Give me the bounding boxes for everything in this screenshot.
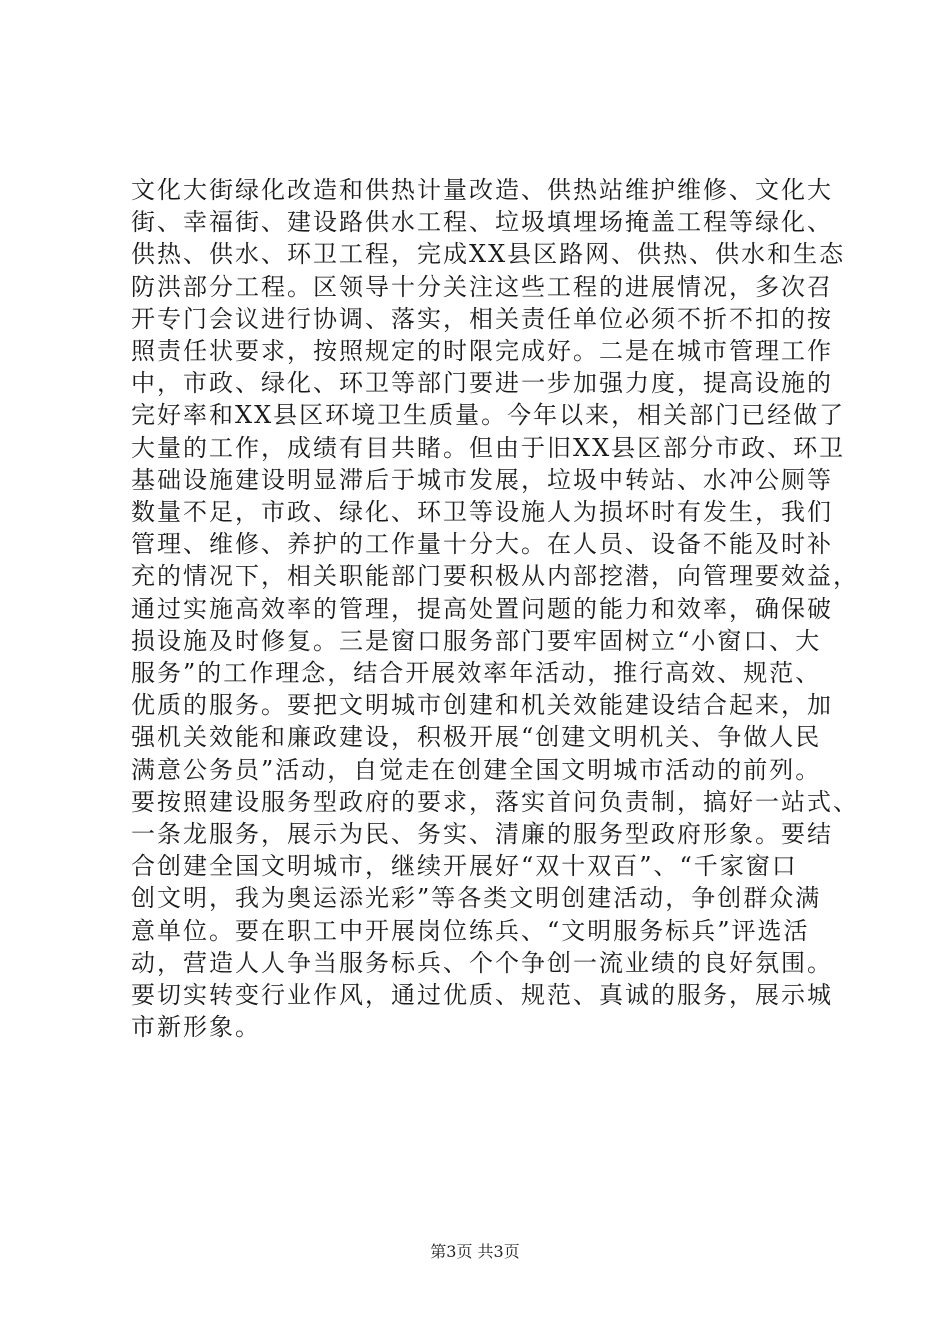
text-line: 数量不足，市政、绿化、环卫等设施人为损坏时有发生，我们	[131, 498, 833, 527]
text-line: 优质的服务。要把文明城市创建和机关效能建设结合起来，加	[131, 691, 833, 720]
text-line: 街、幸福街、建设路供水工程、垃圾填埋场掩盖工程等绿化、	[131, 208, 833, 237]
text-line: 一条龙服务，展示为民、务实、清廉的服务型政府形象。要结	[131, 820, 833, 849]
body-paragraph	[131, 174, 859, 1043]
text-line: 防洪部分工程。区领导十分关注这些工程的进展情况，多次召	[131, 272, 833, 301]
text-line: 动，营造人人争当服务标兵、个个争创一流业绩的良好氛围。	[131, 948, 833, 977]
text-line: 合创建全国文明城市，继续开展好“双十双百”、“千家窗口	[131, 852, 798, 881]
text-line: 满意公务员”活动，自觉走在创建全国文明城市活动的前列。	[131, 755, 822, 784]
text-line: 损设施及时修复。三是窗口服务部门要牢固树立“小窗口、大	[131, 626, 822, 655]
text-line: 要切实转变行业作风，通过优质、规范、真诚的服务，展示城	[131, 981, 833, 1010]
text-line: 通过实施高效率的管理，提高处置问题的能力和效率，确保破	[131, 594, 833, 623]
text-line: 照责任状要求，按照规定的时限完成好。二是在城市管理工作	[131, 337, 833, 366]
text-line: 中，市政、绿化、环卫等部门要进一步加强力度，提高设施的	[131, 369, 833, 398]
text-line: 大量的工作，成绩有目共睹。但由于旧XX县区部分市政、环卫	[131, 433, 846, 462]
text-line: 市新形象。	[131, 1013, 261, 1042]
text-line: 完好率和XX县区环境卫生质量。今年以来，相关部门已经做了	[131, 401, 846, 430]
text-line: 服务”的工作理念，结合开展效率年活动，推行高效、规范、	[131, 659, 822, 688]
text-line: 充的情况下，相关职能部门要积极从内部挖潜，向管理要效益，	[131, 562, 859, 591]
text-line: 文化大街绿化改造和供热计量改造、供热站维护维修、文化大	[131, 176, 833, 204]
text-line: 管理、维修、养护的工作量十分大。在人员、设备不能及时补	[131, 530, 833, 559]
text-line: 创文明，我为奥运添光彩”等各类文明创建活动，争创群众满	[131, 884, 822, 913]
text-line: 强机关效能和廉政建设，积极开展“创建文明机关、争做人民	[131, 723, 822, 752]
text-line: 意单位。要在职工中开展岗位练兵、“文明服务标兵”评选活	[131, 916, 810, 945]
text-line: 基础设施建设明显滞后于城市发展，垃圾中转站、水冲公厕等	[131, 465, 833, 494]
page-footer	[0, 1242, 950, 1262]
text-line: 开专门会议进行协调、落实，相关责任单位必须不折不扣的按	[131, 304, 833, 333]
text-line: 供热、供水、环卫工程，完成XX县区路网、供热、供水和生态	[131, 240, 846, 269]
page-number-label: 第3页 共3页	[430, 1242, 520, 1261]
text-line: 要按照建设服务型政府的要求，落实首问负责制，搞好一站式、	[131, 787, 859, 816]
